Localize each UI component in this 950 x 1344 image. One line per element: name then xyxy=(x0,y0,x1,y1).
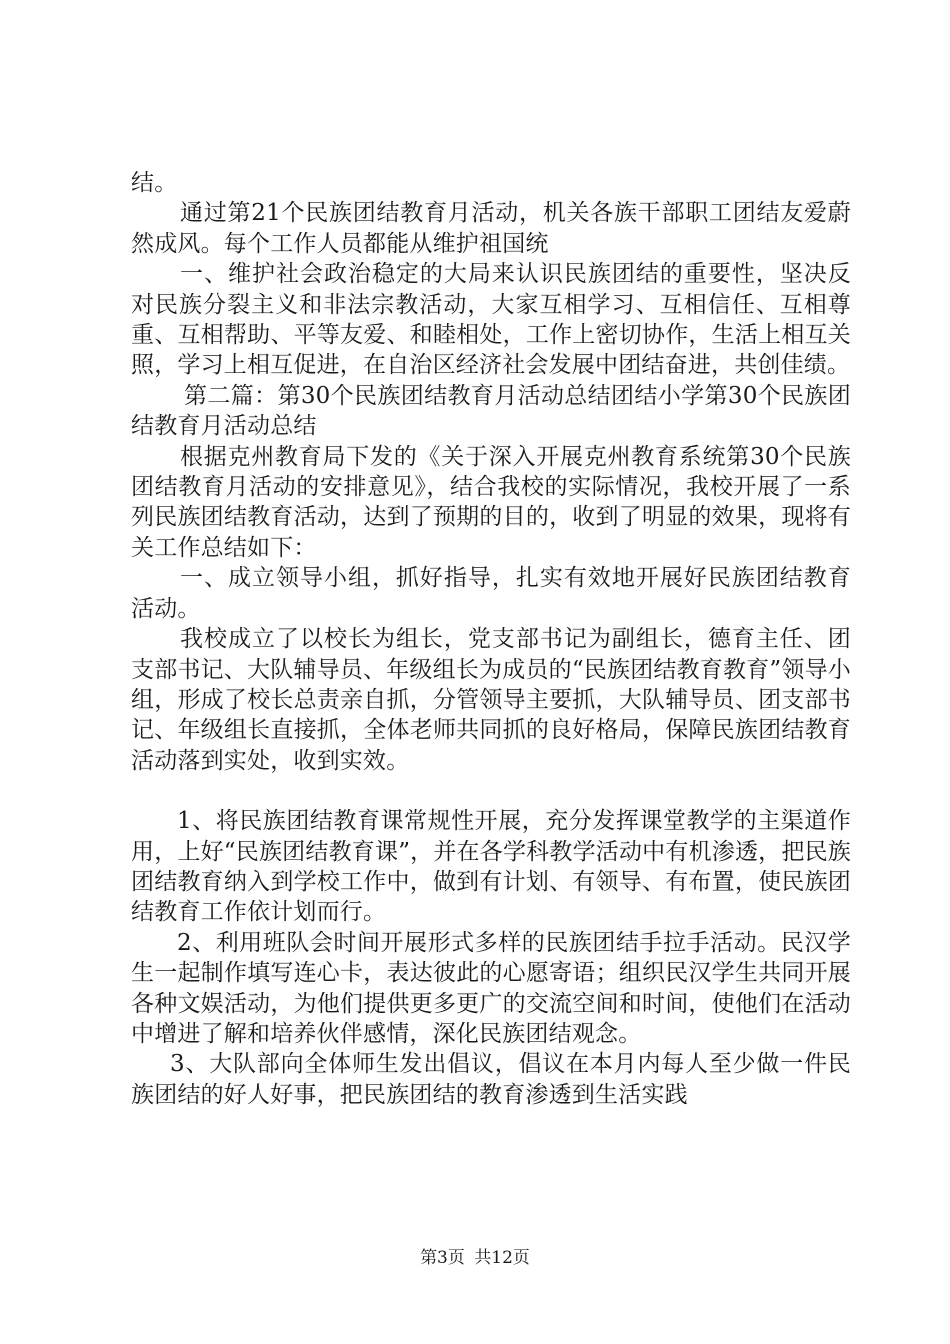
paragraph-item-1: 1、将民族团结教育课常规性开展，充分发挥课堂教学的主渠道作用，上好“民族团结教育课”，并在各学科教学活动中有机渗透，把民族团结教育纳入到学校工作中，做到有计划、有领导、有布置，使民族团结教育工作依计划而行。 xyxy=(131,808,851,926)
document-body xyxy=(131,168,851,1110)
blank-line xyxy=(131,776,851,806)
paragraph-leadership-detail: 我校成立了以校长为组长，党支部书记为副组长，德育主任、团支部书记、大队辅导员、年级组长为成员的“民族团结教育教育”领导小组，形成了校长总责亲自抓，分管领导主要抓，大队辅导员、团支部书记、年级组长直接抓，全体老师共同抓的良好格局，保障民族团结教育活动落到实处，收到实效。 xyxy=(131,626,851,774)
paragraph-point-one: 一、维护社会政治稳定的大局来认识民族团结的重要性，坚决反对民族分裂主义和非法宗教活动，大家互相学习、互相信任、互相尊重、互相帮助、平等友爱、和睦相处，工作上密切协作，生活上相互关照，学习上相互促进，在自治区经济社会发展中团结奋进，共创佳绩。 xyxy=(131,261,851,379)
page-number: 第3页 xyxy=(420,1248,465,1268)
section-heading: 第二篇：第30个民族团结教育月活动总结团结小学第30个民族团结教育月活动总结 xyxy=(131,382,851,440)
paragraph-summary-intro: 通过第21个民族团结教育月活动，机关各族干部职工团结友爱蔚然成风。每个工作人员都能从维护祖国统 xyxy=(131,200,851,257)
paragraph-leadership-heading: 一、成立领导小组，抓好指导，扎实有效地开展好民族团结教育活动。 xyxy=(131,565,851,622)
page-footer xyxy=(0,1243,950,1268)
paragraph-item-2: 2、利用班队会时间开展形式多样的民族团结手拉手活动。民汉学生一起制作填写连心卡，表达彼此的心愿寄语；组织民汉学生共同开展各种文娱活动，为他们提供更多更广的交流空间和时间，使他们在活动中增进了解和培养伙伴感情，深化民族团结观念。 xyxy=(131,929,851,1047)
paragraph-background: 根据克州教育局下发的《关于深入开展克州教育系统第30个民族团结教育月活动的安排意见》，结合我校的实际情况，我校开展了一系列民族团结教育活动，达到了预期的目的，收到了明显的效果，现将有关工作总结如下： xyxy=(131,443,851,561)
paragraph-continuation: 结。 xyxy=(131,170,178,196)
page-total: 共12页 xyxy=(474,1248,530,1268)
paragraph-item-3: 3、大队部向全体师生发出倡议，倡议在本月内每人至少做一件民族团结的好人好事，把民族团结的教育渗透到生活实践 xyxy=(131,1051,851,1108)
